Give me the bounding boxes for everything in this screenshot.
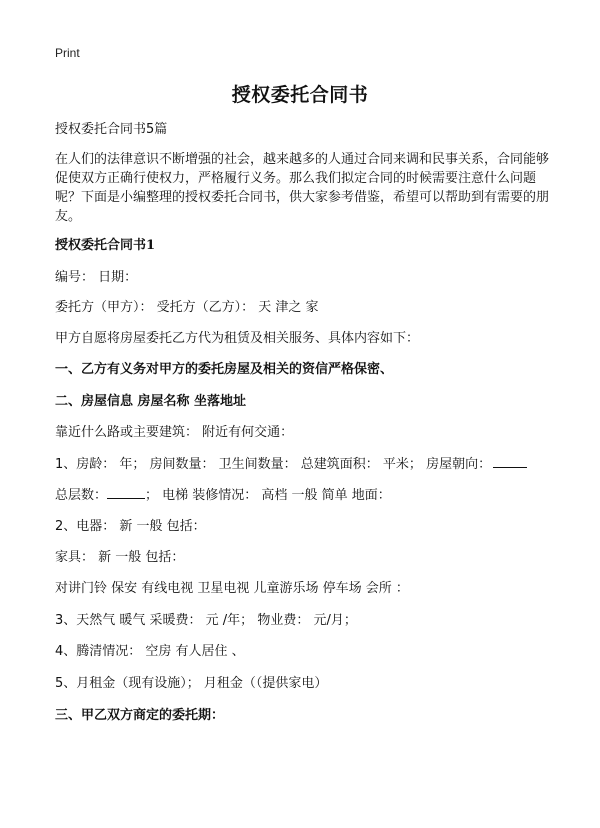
section-heading: 授权委托合同书1 xyxy=(55,238,156,253)
document-subtitle: 授权委托合同书5篇 xyxy=(55,122,168,137)
floors-suffix: ； 电梯 装修情况： 高档 一般 简单 地面： xyxy=(145,488,391,503)
document-title: 授权委托合同书 xyxy=(231,84,369,106)
furniture-line: 家具： 新 一般 包括： xyxy=(55,550,185,565)
parties-line: 委托方（甲方）： 受托方（乙方）： 天 津之 家 xyxy=(55,300,319,315)
vacancy-line: 4、腾清情况： 空房 有人居住 、 xyxy=(55,644,245,659)
orientation-blank xyxy=(493,455,527,468)
near-road-line: 靠近什么路或主要建筑： 附近有何交通： xyxy=(55,425,294,440)
print-link[interactable]: Print xyxy=(55,46,80,60)
clause-2: 二、房屋信息 房屋名称 坐落地址 xyxy=(55,394,247,409)
rent-line: 5、月租金（现有设施）； 月租金（（提供家电） xyxy=(55,676,328,691)
clause-1: 一、乙方有义务对甲方的委托房屋及相关的资信严格保密、 xyxy=(55,362,394,377)
floors-blank xyxy=(107,486,145,499)
number-date-line: 编号： 日期： xyxy=(55,270,138,285)
house-age-text: 1、房龄： 年； 房间数量： 卫生间数量： 总建筑面积： 平米； 房屋朝向： xyxy=(55,457,492,472)
facilities-line: 对讲门铃 保安 有线电视 卫星电视 儿童游乐场 停车场 会所 ： xyxy=(55,581,409,596)
floors-prefix: 总层数： xyxy=(55,488,108,503)
appliances-line: 2、电器： 新 一般 包括： xyxy=(55,519,206,534)
voluntary-line: 甲方自愿将房屋委托乙方代为租赁及相关服务、具体内容如下： xyxy=(55,331,420,346)
floors-line xyxy=(55,486,555,505)
house-age-line xyxy=(55,455,555,474)
clause-3: 三、甲乙双方商定的委托期： xyxy=(55,708,225,723)
utilities-line: 3、天然气 暖气 采暖费： 元 /年； 物业费： 元/月； xyxy=(55,613,357,628)
intro-paragraph: 在人们的法律意识不断增强的社会，越来越多的人通过合同来调和民事关系，合同能够促使双方正确行使权力，严格履行义务。那么我们拟定合同的时候需要注意什么问题呢？下面是小编整理的授权委托合同书，供大家参考借鉴，希望可以帮助到有需要的朋友。 xyxy=(55,152,550,224)
